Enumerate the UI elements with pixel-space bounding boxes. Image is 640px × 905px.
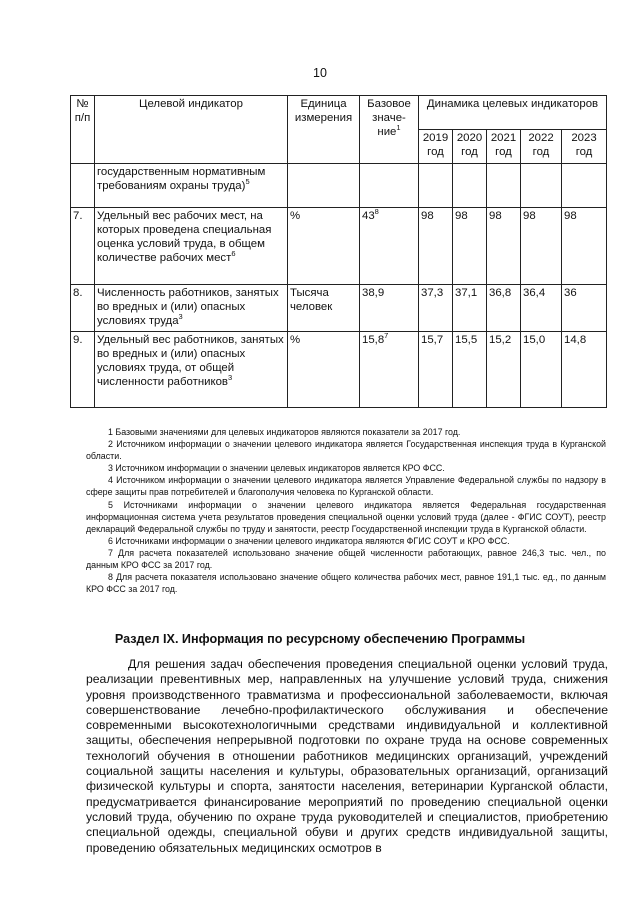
body-paragraph: Для решения задач обеспечения проведения специальной оценки условий труда, реализации превентивных мер, направленных на улучшение условий труда, снижения уровня производственного травматизма и профессиональной заболеваемости, включая совершенствование лечебно-профилактического обслуживания и обеспечение современными высокотехнологичными средствами индивидуальной и коллективной защиты, обеспечения непрерывной подготовки по охране труда на основе современных технологий обучения в отношении работников медицинских организаций, учреждений социальной защиты населения и культуры, образовательных организаций, организаций физической культуры и спорта, занятости населения, ветеринарии Курганской области, предусматривается финансирование мероприятий по проведению специальной оценки условий труда, обучению по охране труда руководителей и специалистов, приобретению специальной одежды, специальной обуви и других средств индивидуальной защиты, проведению обязательных медицинских осмотров в	[86, 657, 608, 855]
row-base-value: 15,8	[362, 334, 385, 346]
row-unit: %	[288, 208, 360, 285]
row-value	[453, 164, 487, 208]
footnote: 2 Источником информации о значении целевого индикатора является Государственная инспекция труда в Курганской области.	[86, 439, 606, 462]
row-value	[562, 164, 607, 208]
row-value: 98	[521, 208, 562, 285]
row-unit	[288, 164, 360, 208]
footnotes	[86, 426, 606, 595]
header-year: 2023 год	[562, 130, 607, 164]
table-row	[71, 208, 607, 285]
footnote: 6 Источниками информации о значении целевого индикатора являются ФГИС СОУТ и КРО ФСС.	[108, 535, 510, 546]
header-year: 2019 год	[419, 130, 453, 164]
header-indicator: Целевой индикатор	[95, 96, 288, 164]
row-base-footnote: 8	[374, 207, 379, 217]
row-indicator-footnote: 3	[227, 373, 233, 383]
header-year: 2020 год	[453, 130, 487, 164]
row-value: 15,0	[521, 332, 562, 408]
footnote: 8 Для расчета показателя использовано значение общего количества рабочих мест, равное 191,1 тыс. ед., по данным КРО ФСС за 2017 год.	[86, 572, 606, 595]
row-indicator-footnote: 3	[178, 312, 183, 322]
row-indicator	[95, 208, 288, 285]
section-title: Раздел IX. Информация по ресурсному обеспечению Программы	[114, 632, 526, 646]
footnote: 1 Базовыми значениями для целевых индикаторов являются показатели за 2017 год.	[108, 427, 461, 437]
row-base-footnote: 7	[384, 331, 389, 341]
row-unit: %	[288, 332, 360, 408]
footnote: 4 Источником информации о значении целевого индикатора является Управление Федеральной службы по надзору в сфере защиты прав потребителей и благополучия человека по Курганской области.	[86, 475, 606, 498]
row-num: 7.	[71, 208, 95, 285]
row-indicator-text: Удельный вес работников, занятых во вредных и (или) опасных условиях труда, от общей численности работников	[97, 334, 284, 388]
header-base	[360, 96, 419, 164]
row-value	[419, 164, 453, 208]
row-value: 15,7	[419, 332, 453, 408]
row-num: 8.	[71, 285, 95, 332]
row-value: 15,2	[487, 332, 521, 408]
row-value: 98	[453, 208, 487, 285]
row-indicator	[95, 164, 288, 208]
indicators-table	[70, 95, 607, 408]
row-base-value: 38,9	[362, 287, 385, 299]
header-dynamics: Динамика целевых индикаторов	[419, 96, 607, 130]
row-indicator-text: Удельный вес рабочих мест, на которых проведена специальная оценка условий труда, в общем количестве рабочих мест	[97, 210, 272, 264]
row-unit: Тысяча человек	[288, 285, 360, 332]
row-base-value: 43	[362, 210, 375, 222]
row-value: 15,5	[453, 332, 487, 408]
header-year: 2022 год	[521, 130, 562, 164]
row-indicator-footnote: 6	[231, 249, 236, 259]
table-row	[71, 285, 607, 332]
row-base	[360, 285, 419, 332]
footnote: 5 Источниками информации о значении целевого индикатора является Федеральная государственная информационная система учета результатов проведения специальной оценки условий труда (далее - ФГИС СОУТ), реестр деклараций Федеральной службы по труду и занятости, реестр Государственной инспекции труда в Курганской области.	[86, 499, 606, 534]
header-num: № п/п	[71, 96, 95, 164]
row-value	[487, 164, 521, 208]
table-row	[71, 332, 607, 408]
row-value: 98	[562, 208, 607, 285]
row-indicator	[95, 285, 288, 332]
row-value: 36	[562, 285, 607, 332]
page-number: 10	[313, 66, 327, 80]
row-value: 36,4	[521, 285, 562, 332]
row-value: 98	[419, 208, 453, 285]
footnote: 7 Для расчета показателей использовано значение общей численности работающих, равное 246,3 тыс. чел., по данным КРО ФСС за 2017 год.	[86, 547, 606, 571]
header-year: 2021 год	[487, 130, 521, 164]
row-value: 37,3	[419, 285, 453, 332]
footnote: 3 Источником информации о значении целевых индикаторов является КРО ФСС.	[108, 463, 445, 474]
row-num: 9.	[71, 332, 95, 408]
row-indicator-footnote: 5	[245, 177, 250, 187]
row-indicator-text: Численность работников, занятых во вредных и (или) опасных условиях труда	[97, 287, 279, 327]
row-value: 98	[487, 208, 521, 285]
table-row	[71, 164, 607, 208]
header-base-footnote: 1	[396, 123, 401, 133]
header-unit: Единица измерения	[288, 96, 360, 164]
row-base	[360, 164, 419, 208]
row-num	[71, 164, 95, 208]
row-value: 14,8	[562, 332, 607, 408]
row-base	[360, 332, 419, 408]
header-base-label: Базовое значе-ние	[367, 98, 411, 138]
row-value: 37,1	[453, 285, 487, 332]
row-indicator-text: государственным нормативным требованиям охраны труда)	[97, 166, 266, 192]
row-indicator	[95, 332, 288, 408]
row-value	[521, 164, 562, 208]
row-value: 36,8	[487, 285, 521, 332]
row-base	[360, 208, 419, 285]
